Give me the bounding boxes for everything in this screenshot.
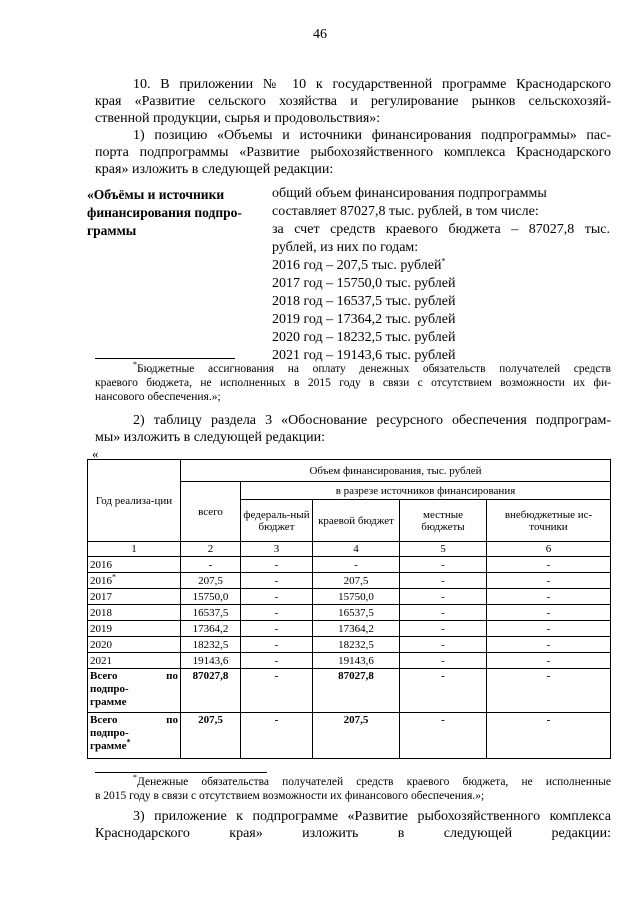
total-cell: 207,5 bbox=[181, 713, 241, 759]
table-row bbox=[88, 621, 611, 637]
footnote-separator bbox=[95, 358, 235, 359]
intro-line: порта подпрограммы «Развитие рыбохозяйственного комплекса Краснодарского bbox=[95, 145, 611, 160]
total-label-cell: Всего по подпро- грамме bbox=[88, 669, 181, 713]
table-row bbox=[88, 653, 611, 669]
passport-label-line: граммы bbox=[87, 223, 137, 238]
total-cell: 207,5 bbox=[181, 573, 241, 589]
federal-cell: - bbox=[241, 713, 313, 759]
extra-cell: - bbox=[487, 589, 611, 605]
footnote-marker: * bbox=[133, 773, 137, 783]
total-cell: 18232,5 bbox=[181, 637, 241, 653]
footnote-line: *Бюджетные ассигнования на оплату денежных обязательств получателей средств bbox=[133, 360, 611, 375]
passport-year-line: 2016 год – 207,5 тыс. рублей* bbox=[272, 256, 446, 273]
year-cell: 2019 bbox=[88, 621, 181, 637]
passport-value-line: рублей, из них по годам: bbox=[272, 240, 419, 255]
header-regional: краевой бюджет bbox=[313, 500, 400, 542]
paragraph-line: мы» изложить в следующей редакции: bbox=[95, 430, 326, 445]
passport-year-line: 2020 год – 18232,5 тыс. рублей bbox=[272, 330, 456, 345]
local-cell: - bbox=[400, 713, 487, 759]
footnote-marker: * bbox=[441, 256, 446, 266]
federal-cell: - bbox=[241, 573, 313, 589]
year-cell: 2016 bbox=[88, 557, 181, 573]
extra-cell: - bbox=[487, 669, 611, 713]
total-cell: 16537,5 bbox=[181, 605, 241, 621]
total-cell: 19143,6 bbox=[181, 653, 241, 669]
extra-cell: - bbox=[487, 653, 611, 669]
header-federal: федераль-ный бюджет bbox=[241, 500, 313, 542]
passport-year-line: 2017 год – 15750,0 тыс. рублей bbox=[272, 276, 456, 291]
local-cell: - bbox=[400, 653, 487, 669]
year-cell: 2021 bbox=[88, 653, 181, 669]
passport-label bbox=[87, 186, 259, 240]
federal-cell: - bbox=[241, 669, 313, 713]
table-row bbox=[88, 637, 611, 653]
local-cell: - bbox=[400, 589, 487, 605]
paragraph-line: Краснодарского края» изложить в следующей редакции: bbox=[95, 826, 611, 841]
footnote-marker: * bbox=[126, 737, 131, 747]
local-cell: - bbox=[400, 669, 487, 713]
passport-year-line: 2019 год – 17364,2 тыс. рублей bbox=[272, 312, 456, 327]
intro-line: 10. В приложении № 10 к государственной программе Краснодарского bbox=[133, 77, 611, 92]
intro-line: края» изложить в следующей редакции: bbox=[95, 162, 334, 177]
total-label-cell: Всего по подпро- грамме* bbox=[88, 713, 181, 759]
federal-cell: - bbox=[241, 605, 313, 621]
resource-table bbox=[87, 459, 611, 759]
paragraph-2 bbox=[95, 412, 611, 446]
regional-cell: 16537,5 bbox=[313, 605, 400, 621]
header-extra: внебюджетные ис-точники bbox=[487, 500, 611, 542]
passport-year-line: 2018 год – 16537,5 тыс. рублей bbox=[272, 294, 456, 309]
column-number: 1 bbox=[88, 542, 181, 557]
federal-cell: - bbox=[241, 557, 313, 573]
table-row bbox=[88, 589, 611, 605]
header-volume: Объем финансирования, тыс. рублей bbox=[181, 460, 611, 482]
table-row bbox=[88, 557, 611, 573]
local-cell: - bbox=[400, 557, 487, 573]
regional-cell: 207,5 bbox=[313, 573, 400, 589]
regional-cell: 207,5 bbox=[313, 713, 400, 759]
header-local: местные бюджеты bbox=[400, 500, 487, 542]
local-cell: - bbox=[400, 637, 487, 653]
paragraph-3 bbox=[95, 808, 611, 842]
footnote-line: в 2015 году в связи с отсутствием возможности их финансового обеспечения.»; bbox=[95, 790, 485, 802]
local-cell: - bbox=[400, 605, 487, 621]
year-cell: 2016* bbox=[88, 573, 181, 589]
column-number: 6 bbox=[487, 542, 611, 557]
paragraph-line: 2) таблицу раздела 3 «Обоснование ресурсного обеспечения подпрограм- bbox=[133, 413, 611, 428]
local-cell: - bbox=[400, 573, 487, 589]
passport-value-line: за счет средств краевого бюджета – 87027,8 тыс. bbox=[272, 222, 610, 237]
header-year: Год реализа-ции bbox=[88, 460, 181, 542]
extra-cell: - bbox=[487, 557, 611, 573]
footnote-line: *Денежные обязательства получателей средств краевого бюджета, не исполненные bbox=[133, 773, 611, 788]
total-cell: - bbox=[181, 557, 241, 573]
extra-cell: - bbox=[487, 637, 611, 653]
intro-line: края «Развитие сельского хозяйства и регулирование рынков сельскохозяй- bbox=[95, 94, 611, 109]
footnote-line: краевого бюджета, не исполненных в 2015 году в связи с отсутствием возможности их фи- bbox=[95, 377, 611, 389]
year-cell: 2020 bbox=[88, 637, 181, 653]
passport-value-line: общий объем финансирования подпрограммы bbox=[272, 186, 547, 201]
passport-value-line: составляет 87027,8 тыс. рублей, в том числе: bbox=[272, 204, 539, 219]
column-number: 2 bbox=[181, 542, 241, 557]
extra-cell: - bbox=[487, 621, 611, 637]
intro-paragraph bbox=[95, 76, 611, 178]
paragraph-line: 3) приложение к подпрограмме «Развитие рыбохозяйственного комплекса bbox=[133, 809, 611, 824]
footnote-separator bbox=[95, 772, 267, 773]
passport-label-line: финансирования подпро- bbox=[87, 205, 242, 220]
total-cell: 87027,8 bbox=[181, 669, 241, 713]
federal-cell: - bbox=[241, 589, 313, 605]
extra-cell: - bbox=[487, 713, 611, 759]
table-row bbox=[88, 573, 611, 589]
header-total: всего bbox=[181, 482, 241, 542]
year-cell: 2017 bbox=[88, 589, 181, 605]
footnote-2 bbox=[95, 775, 611, 803]
footnote-marker: * bbox=[112, 571, 116, 581]
regional-cell: 15750,0 bbox=[313, 589, 400, 605]
federal-cell: - bbox=[241, 637, 313, 653]
regional-cell: 17364,2 bbox=[313, 621, 400, 637]
passport-value bbox=[272, 185, 610, 365]
passport-year-line: 2021 год – 19143,6 тыс. рублей bbox=[272, 348, 456, 363]
regional-cell: 19143,6 bbox=[313, 653, 400, 669]
total-cell: 17364,2 bbox=[181, 621, 241, 637]
column-number: 3 bbox=[241, 542, 313, 557]
footnote-marker: * bbox=[133, 360, 137, 370]
regional-cell: 18232,5 bbox=[313, 637, 400, 653]
federal-cell: - bbox=[241, 653, 313, 669]
federal-cell: - bbox=[241, 621, 313, 637]
extra-cell: - bbox=[487, 605, 611, 621]
column-numbers-row bbox=[88, 542, 611, 557]
opening-quote: « bbox=[92, 446, 99, 461]
total-cell: 15750,0 bbox=[181, 589, 241, 605]
intro-line: ственной продукции, сырья и продовольствия»: bbox=[95, 111, 381, 126]
local-cell: - bbox=[400, 621, 487, 637]
column-number: 5 bbox=[400, 542, 487, 557]
footnote-line: нансового обеспечения.»; bbox=[95, 391, 221, 403]
footnote-1 bbox=[95, 362, 611, 404]
table-row bbox=[88, 605, 611, 621]
regional-cell: - bbox=[313, 557, 400, 573]
extra-cell: - bbox=[487, 573, 611, 589]
page-number: 46 bbox=[313, 27, 327, 42]
total-row bbox=[88, 713, 611, 759]
intro-line: 1) позицию «Объемы и источники финансирования подпрограммы» пас- bbox=[133, 128, 611, 143]
regional-cell: 87027,8 bbox=[313, 669, 400, 713]
column-number: 4 bbox=[313, 542, 400, 557]
year-cell: 2018 bbox=[88, 605, 181, 621]
total-row bbox=[88, 669, 611, 713]
header-sources: в разрезе источников финансирования bbox=[241, 482, 611, 500]
passport-label-line: «Объёмы и источники bbox=[87, 187, 225, 202]
